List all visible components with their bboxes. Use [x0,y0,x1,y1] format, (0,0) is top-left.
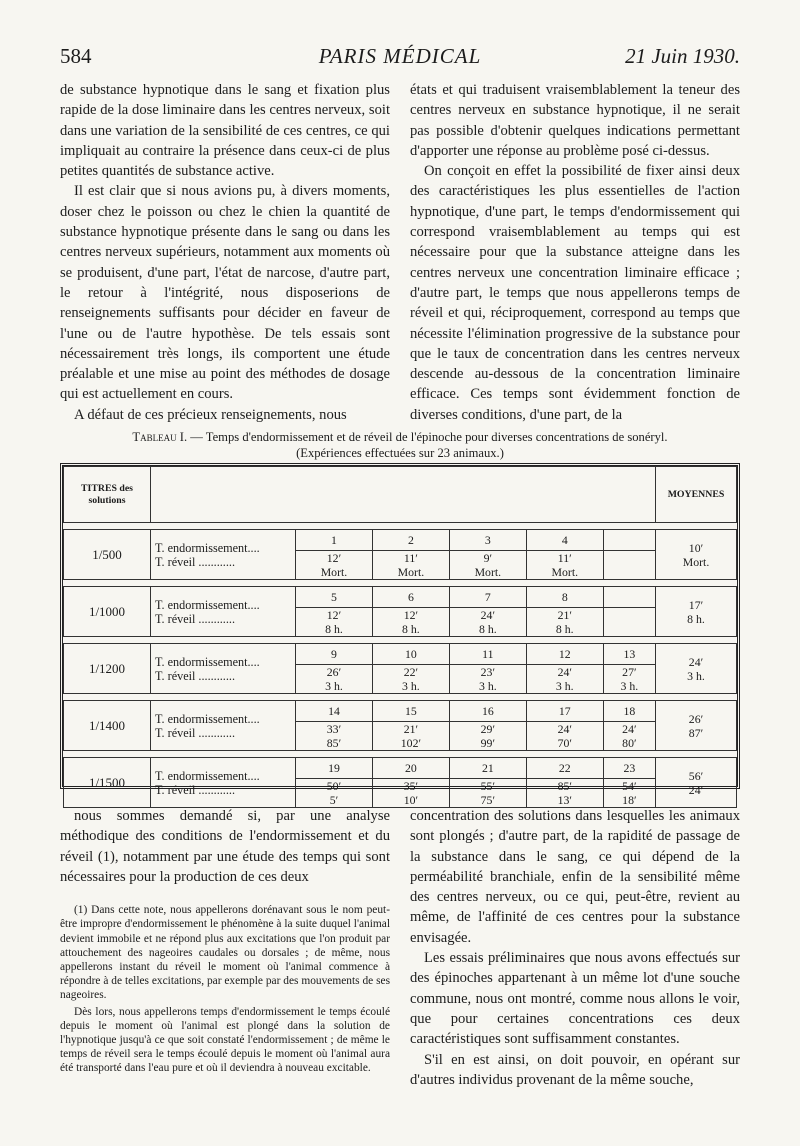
concentration-cell: 1/1200 [64,644,151,694]
label-reveil: T. réveil ............ [155,725,235,740]
animal-number: 6 [372,587,449,608]
animal-number: 22 [526,758,603,779]
paragraph: nous sommes demandé si, par une analyse méthodique des conditions de l'endormissement et du réveil (1), notamment par une étude des temps qui sont nécessaires pour la production de ces deux [60,808,390,885]
animal-number: 11 [449,644,526,665]
time-cell [603,722,655,751]
table-row [64,701,737,722]
results-table [60,463,740,807]
average-cell [656,530,737,580]
column-left-top [60,80,390,425]
animal-number: 1 [296,530,373,551]
time-endorm: 55′ [480,779,496,793]
paragraph: A défaut de ces précieux renseignements, nous [74,406,347,423]
animal-number: 20 [372,758,449,779]
paragraph: On conçoit en effet la possibilité de fixer ainsi deux des caractéristiques les plus essentielles de l'action hypnotique, d'une part, le temps d'endormissement qui correspond vraisemblablement au temps qui est nécessaire pour que la substance atteigne dans les centres nerveux une concentration liminaire efficace ; d'autre part, le temps que nous appellerons temps de réveil et qui, réciproquement, correspond au temps que nécessite l'élimination progressive de la substance pour que le taux de concentration dans les centres nerveux descende au-dessous de la concentration liminaire efficace. Ces temps sont évidemment fonction de diverses conditions, d'une part, de la [410,163,740,423]
time-endorm: 29′ [480,722,496,736]
time-reveil: 3 h. [402,679,420,693]
time-endorm: 24′ [557,722,572,736]
animal-number [603,587,655,608]
time-endorm: 85′ [557,779,572,793]
footnotes [60,903,390,1075]
animal-number: 5 [296,587,373,608]
time-cell [372,779,449,808]
time-cell [449,665,526,694]
time-cell [603,779,655,808]
label-cell [151,701,296,751]
time-reveil: 8 h. [478,622,497,636]
average-reveil: 8 h. [687,611,705,626]
animal-number: 2 [372,530,449,551]
time-endorm: 11′ [403,551,418,565]
time-cell [296,779,373,808]
animal-number: 3 [449,530,526,551]
label-cell [151,758,296,808]
animal-number: 17 [526,701,603,722]
average-cell [656,758,737,808]
time-reveil: Mort. [397,565,425,579]
average-reveil: 87′ [688,725,704,740]
average-cell [656,701,737,751]
time-cell [603,665,655,694]
time-reveil: 13′ [557,793,572,807]
label-reveil: T. réveil ............ [155,611,235,626]
animal-number [603,530,655,551]
time-endorm: 35′ [403,779,419,793]
time-cell [526,722,603,751]
average-cell [656,644,737,694]
time-reveil: 3 h. [620,679,639,693]
time-endorm: 24′ [480,608,496,622]
row-separator [64,637,737,644]
time-endorm: 26′ [326,665,342,679]
time-reveil: 80′ [622,736,637,750]
label-cell [151,587,296,637]
animal-number: 19 [296,758,373,779]
paragraph: de substance hypnotique dans le sang et fixation plus rapide de la dose liminaire dans les centres nerveux, soit dans une variation de la sensibilité de ces centres, ce qui impliquait au contraire la présence dans ceux-ci de plus petites quantités de substance active. [60,82,390,180]
time-reveil: 99′ [480,736,496,750]
footnote: Dès lors, nous appellerons temps d'endormissement le temps écoulé depuis le moment où l'animal est plongé dans la solution de l'hypnotique jusqu'à ce que soit constaté l'endormissement ; de même le temps de réveil sera le temps écoulé depuis le moment où l'animal aura été transporté dans l'eau pure et où il deviendra à nouveau excitable. [60,1005,390,1075]
time-endorm: 33′ [326,722,342,736]
average-endorm: 17′ [688,597,704,612]
time-reveil: 3 h. [555,679,574,693]
column-left-bottom [60,806,390,1076]
header-blank [151,467,656,523]
time-reveil: 102′ [400,736,422,750]
label-endorm: T. endormissement.... [155,654,260,669]
animal-number: 10 [372,644,449,665]
time-cell [372,722,449,751]
animal-number: 4 [526,530,603,551]
time-reveil: Mort. [474,565,502,579]
paragraph: Il est clair que si nous avions pu, à divers moments, doser chez le poisson ou chez le chien la quantité de substance hypnotique présente dans le sang ou dans les centres nerveux supérieurs, notamment aux moments où se produisent, d'une part, l'état de narcose, d'autre part, le retour à l'intégrité, nous disposerions de renseignements suffisants pour décider en faveur de l'une ou de l'autre hypothèse. De tels essais sont nécessairement très longs, ils comportent une étude préalable et une mise au point des méthodes de dosage qui est actuellement en cours. [60,183,390,403]
page-header [60,44,740,72]
table-label: Tableau I. [132,430,188,444]
animal-number: 12 [526,644,603,665]
time-cell [372,608,449,637]
table-row [64,530,737,551]
animal-number: 7 [449,587,526,608]
time-cell [526,665,603,694]
page-number: 584 [60,44,92,68]
time-endorm: 11′ [557,551,572,565]
time-cell [296,722,373,751]
table-row [64,758,737,779]
time-reveil: 5′ [329,793,339,807]
time-reveil: 8 h. [555,622,574,636]
time-cell [296,551,373,580]
time-endorm: 24′ [622,722,637,736]
time-cell [449,722,526,751]
time-reveil: 3 h. [325,679,343,693]
animal-number: 16 [449,701,526,722]
time-reveil: Mort. [320,565,348,579]
header-moyennes: MOYENNES [656,467,737,523]
paragraph: concentration des solutions dans lesquelles les animaux sont plongés ; d'autre part, de la rapidité de passage de la substance dans le sang, ce qui dépend de la perméabilité branchiale, enfin de la sensibilité même des centres nerveux, ou ce qui, peut-être, revient au même, de l'affinité de ces centres pour la substance envisagée. [410,808,740,946]
time-endorm: 21′ [403,722,419,736]
table-row [64,587,737,608]
average-endorm: 56′ [688,768,704,783]
time-endorm: 21′ [557,608,572,622]
concentration-cell: 1/1400 [64,701,151,751]
header-titres: TITRES des solutions [64,467,151,523]
time-reveil: 70′ [557,736,572,750]
average-endorm: 26′ [688,711,704,726]
table-caption [60,429,740,461]
label-reveil: T. réveil ............ [155,668,235,683]
label-endorm: T. endormissement.... [155,540,260,555]
table-caption-text: — Temps d'endormissement et de réveil de l'épinoche pour diverses concentrations de sonéryl. [187,430,668,444]
time-reveil: 85′ [326,736,342,750]
average-endorm: 24′ [688,654,704,669]
column-right-bottom [410,806,740,1090]
concentration-cell: 1/1000 [64,587,151,637]
time-endorm: 22′ [403,665,419,679]
time-endorm: 27′ [622,665,637,679]
time-cell [526,608,603,637]
animal-number: 13 [603,644,655,665]
time-cell [296,608,373,637]
time-endorm: 24′ [557,665,572,679]
time-endorm: 12′ [326,608,342,622]
label-cell [151,530,296,580]
time-endorm: 23′ [480,665,496,679]
average-reveil: Mort. [682,554,710,569]
concentration-cell: 1/500 [64,530,151,580]
average-endorm: 10′ [688,540,704,555]
animal-number: 18 [603,701,655,722]
time-reveil: 10′ [403,793,419,807]
time-reveil: 8 h. [325,622,343,636]
time-reveil: Mort. [551,565,579,579]
time-reveil: 75′ [480,793,496,807]
label-cell [151,644,296,694]
time-endorm: 12′ [326,551,342,565]
time-reveil: 3 h. [478,679,497,693]
paragraph: états et qui traduisent vraisemblablement la teneur des centres nerveux en substance hypnotique, il ne serait pas possible d'obtenir quelques indications permettant d'apporter une réponse au problème posé ci-dessus. [410,82,740,159]
row-separator [64,523,737,530]
animal-number: 15 [372,701,449,722]
time-cell [526,779,603,808]
label-endorm: T. endormissement.... [155,711,260,726]
time-cell [296,665,373,694]
animal-number: 14 [296,701,373,722]
time-endorm: 9′ [483,551,493,565]
time-endorm: 12′ [403,608,419,622]
time-cell [449,551,526,580]
time-endorm: 54′ [622,779,637,793]
paragraph: Les essais préliminaires que nous avons effectués sur des épinoches appartenant à un même lot d'une souche commune, nous ont montré, comme nous allons le voir, que pour certaines concentrations ces deux caractéristiques sont suffisamment constantes. [410,950,740,1048]
concentration-cell: 1/1500 [64,758,151,808]
time-cell [449,608,526,637]
footnote: (1) Dans cette note, nous appellerons dorénavant sous le nom peut-être impropre d'endormissement le phénomène à la suite duquel l'animal devient immobile et ne répond plus aux excitations que l'on produit par attouchement des nageoires caudales ou dorsales ; de même, nous appellerons instant du réveil le moment où l'animal commence à répondre à de telles excitations, par exemple par des mouvements de ses nageoires. [60,904,390,1002]
label-endorm: T. endormissement.... [155,768,260,783]
column-right-top [410,80,740,425]
animal-number: 21 [449,758,526,779]
animal-number: 8 [526,587,603,608]
row-separator [64,751,737,758]
time-cell [603,551,655,580]
label-reveil: T. réveil ............ [155,554,235,569]
time-cell [526,551,603,580]
paragraph: S'il en est ainsi, on doit pouvoir, en opérant sur d'autres individus provenant de la même souche, [410,1051,740,1088]
label-endorm: T. endormissement.... [155,597,260,612]
animal-number: 23 [603,758,655,779]
time-reveil: 8 h. [402,622,420,636]
time-endorm: 50′ [326,779,342,793]
average-reveil: 24′ [688,782,704,797]
label-reveil: T. réveil ............ [155,782,235,797]
time-cell [372,551,449,580]
average-reveil: 3 h. [687,668,705,683]
row-separator [64,580,737,587]
table-caption-sub: (Expériences effectuées sur 23 animaux.) [296,446,504,460]
average-cell [656,587,737,637]
time-reveil: 18′ [622,793,637,807]
animal-number: 9 [296,644,373,665]
time-cell [603,608,655,637]
time-cell [449,779,526,808]
row-separator [64,694,737,701]
journal-title: PARIS MÉDICAL [318,44,482,68]
table-row [64,644,737,665]
issue-date: 21 Juin 1930. [625,44,740,68]
time-cell [372,665,449,694]
